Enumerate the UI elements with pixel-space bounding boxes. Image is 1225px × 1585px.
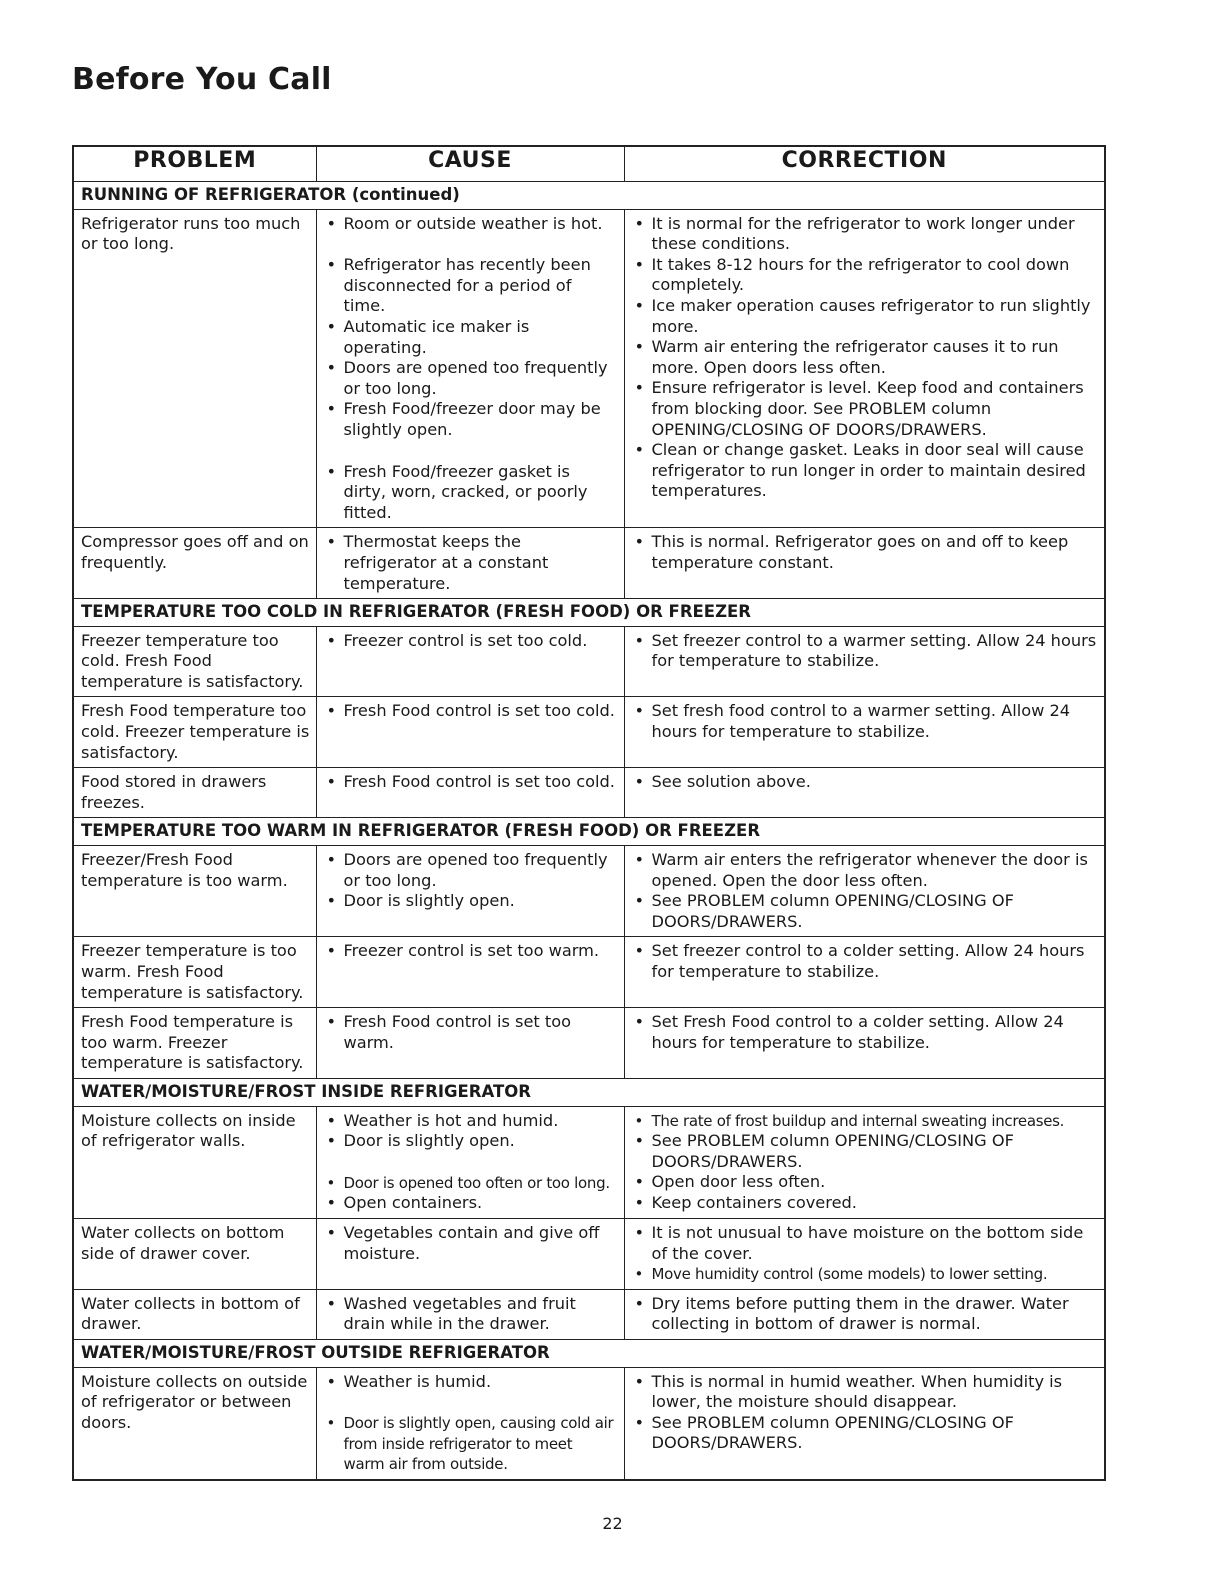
table-row <box>73 768 1105 818</box>
table-row <box>73 626 1105 697</box>
correction-cell <box>624 209 1105 528</box>
section-row <box>73 1339 1105 1367</box>
cause-item: • Room or outside weather is hot. <box>324 214 618 235</box>
cause-cell <box>316 1008 624 1079</box>
cause-cell <box>316 1367 624 1480</box>
correction-cell <box>624 1289 1105 1339</box>
correction-item: • This is normal in humid weather. When humidity is lower, the moisture should disappear. <box>632 1372 1099 1413</box>
cause-cell <box>316 1289 624 1339</box>
correction-cell <box>624 1218 1105 1289</box>
cause-cell <box>316 768 624 818</box>
cause-item: • Fresh Food/freezer gasket is dirty, worn, cracked, or poorly fitted. <box>324 462 618 524</box>
correction-item: • Dry items before putting them in the drawer. Water collecting in bottom of drawer is normal. <box>632 1294 1099 1335</box>
cause-cell <box>316 209 624 528</box>
correction-item: • See PROBLEM column OPENING/CLOSING OF DOORS/DRAWERS. <box>632 1413 1099 1454</box>
table-row <box>73 697 1105 768</box>
table-row <box>73 1106 1105 1218</box>
table-row <box>73 528 1105 599</box>
cause-item: • Fresh Food control is set too cold. <box>324 772 618 793</box>
cause-item: • Automatic ice maker is operating. <box>324 317 618 358</box>
cause-cell <box>316 1106 624 1218</box>
correction-cell <box>624 626 1105 697</box>
section-title: WATER/MOISTURE/FROST INSIDE REFRIGERATOR <box>73 1078 1105 1106</box>
section-row <box>73 818 1105 846</box>
correction-item: • Set freezer control to a colder setting. Allow 24 hours for temperature to stabilize. <box>632 941 1099 982</box>
cause-item: • Open containers. <box>324 1193 618 1214</box>
correction-item: • Open door less often. <box>632 1172 1099 1193</box>
problem-cell: Fresh Food temperature too cold. Freezer temperature is satisfactory. <box>73 697 316 768</box>
problem-cell: Moisture collects on outside of refrigerator or between doors. <box>73 1367 316 1480</box>
correction-item: • It is normal for the refrigerator to work longer under these conditions. <box>632 214 1099 255</box>
correction-item: • Set fresh food control to a warmer setting. Allow 24 hours for temperature to stabilize. <box>632 701 1099 742</box>
cause-item: • Door is opened too often or too long. <box>324 1173 618 1194</box>
cause-item: • Freezer control is set too cold. <box>324 631 618 652</box>
correction-cell <box>624 697 1105 768</box>
cause-cell <box>316 937 624 1008</box>
header-row <box>73 146 1105 182</box>
correction-item: • Keep containers covered. <box>632 1193 1099 1214</box>
cause-item: • Fresh Food control is set too warm. <box>324 1012 618 1053</box>
correction-item: • See solution above. <box>632 772 1099 793</box>
cause-item: • Fresh Food control is set too cold. <box>324 701 618 722</box>
correction-item: • The rate of frost buildup and internal sweating increases. <box>632 1111 1099 1132</box>
problem-cell: Freezer temperature too cold. Fresh Food temperature is satisfactory. <box>73 626 316 697</box>
problem-cell: Water collects in bottom of drawer. <box>73 1289 316 1339</box>
cause-item: • Doors are opened too frequently or too long. <box>324 358 618 399</box>
cause-item: • Weather is hot and humid. <box>324 1111 618 1132</box>
cause-item: • Doors are opened too frequently or too long. <box>324 850 618 891</box>
section-title: RUNNING OF REFRIGERATOR (continued) <box>73 182 1105 210</box>
table-row <box>73 1008 1105 1079</box>
correction-cell <box>624 846 1105 937</box>
problem-cell: Fresh Food temperature is too warm. Freezer temperature is satisfactory. <box>73 1008 316 1079</box>
correction-item: • Clean or change gasket. Leaks in door seal will cause refrigerator to run longer in order to maintain desired temperatures. <box>632 440 1099 502</box>
correction-item: • Set freezer control to a warmer setting. Allow 24 hours for temperature to stabilize. <box>632 631 1099 672</box>
cause-item: • Thermostat keeps the refrigerator at a constant temperature. <box>324 532 618 594</box>
cause-item: • Door is slightly open. <box>324 891 618 912</box>
page-number: 22 <box>602 1514 623 1533</box>
correction-item: • See PROBLEM column OPENING/CLOSING OF DOORS/DRAWERS. <box>632 891 1099 932</box>
correction-cell <box>624 1008 1105 1079</box>
troubleshooting-table <box>72 145 1106 1481</box>
problem-cell: Compressor goes off and on frequently. <box>73 528 316 599</box>
cause-cell <box>316 626 624 697</box>
header-problem: PROBLEM <box>73 146 316 182</box>
section-row <box>73 599 1105 627</box>
cause-item: • Weather is humid. <box>324 1372 618 1393</box>
cause-item: • Washed vegetables and fruit drain while in the drawer. <box>324 1294 618 1335</box>
problem-cell: Water collects on bottom side of drawer cover. <box>73 1218 316 1289</box>
cause-item: • Freezer control is set too warm. <box>324 941 618 962</box>
cause-cell <box>316 1218 624 1289</box>
correction-item: • This is normal. Refrigerator goes on and off to keep temperature constant. <box>632 532 1099 573</box>
cause-cell <box>316 528 624 599</box>
cause-item: • Refrigerator has recently been disconnected for a period of time. <box>324 255 618 317</box>
section-title: WATER/MOISTURE/FROST OUTSIDE REFRIGERATOR <box>73 1339 1105 1367</box>
problem-cell: Freezer temperature is too warm. Fresh Food temperature is satisfactory. <box>73 937 316 1008</box>
correction-cell <box>624 1106 1105 1218</box>
correction-item: • See PROBLEM column OPENING/CLOSING OF DOORS/DRAWERS. <box>632 1131 1099 1172</box>
table-row <box>73 846 1105 937</box>
correction-item: • Warm air enters the refrigerator whenever the door is opened. Open the door less often. <box>632 850 1099 891</box>
correction-item: • It is not unusual to have moisture on the bottom side of the cover. <box>632 1223 1099 1264</box>
correction-cell <box>624 1367 1105 1480</box>
section-row <box>73 1078 1105 1106</box>
table-row <box>73 937 1105 1008</box>
problem-cell: Freezer/Fresh Food temperature is too warm. <box>73 846 316 937</box>
table-row <box>73 1218 1105 1289</box>
page-title: Before You Call <box>72 62 332 97</box>
correction-cell <box>624 937 1105 1008</box>
table-row <box>73 1367 1105 1480</box>
correction-cell <box>624 528 1105 599</box>
section-title: TEMPERATURE TOO WARM IN REFRIGERATOR (FRESH FOOD) OR FREEZER <box>73 818 1105 846</box>
correction-cell <box>624 768 1105 818</box>
cause-item: • Door is slightly open, causing cold air from inside refrigerator to meet warm air from outside. <box>324 1413 618 1475</box>
correction-item: • Move humidity control (some models) to lower setting. <box>632 1264 1099 1285</box>
problem-cell: Moisture collects on inside of refrigerator walls. <box>73 1106 316 1218</box>
cause-cell <box>316 697 624 768</box>
cause-item: • Fresh Food/freezer door may be slightly open. <box>324 399 618 440</box>
correction-item: • Ice maker operation causes refrigerator to run slightly more. <box>632 296 1099 337</box>
correction-item: • Warm air entering the refrigerator causes it to run more. Open doors less often. <box>632 337 1099 378</box>
header-cause: CAUSE <box>316 146 624 182</box>
table-row <box>73 1289 1105 1339</box>
problem-cell: Refrigerator runs too much or too long. <box>73 209 316 528</box>
header-correction: CORRECTION <box>624 146 1105 182</box>
table-row <box>73 209 1105 528</box>
section-row <box>73 182 1105 210</box>
section-title: TEMPERATURE TOO COLD IN REFRIGERATOR (FRESH FOOD) OR FREEZER <box>73 599 1105 627</box>
correction-item: • Ensure refrigerator is level. Keep food and containers from blocking door. See PROBLEM column OPENING/CLOSING OF DOORS/DRAWERS. <box>632 378 1099 440</box>
cause-item: • Door is slightly open. <box>324 1131 618 1152</box>
correction-item: • It takes 8-12 hours for the refrigerator to cool down completely. <box>632 255 1099 296</box>
cause-cell <box>316 846 624 937</box>
cause-item: • Vegetables contain and give off moisture. <box>324 1223 618 1264</box>
problem-cell: Food stored in drawers freezes. <box>73 768 316 818</box>
correction-item: • Set Fresh Food control to a colder setting. Allow 24 hours for temperature to stabilize. <box>632 1012 1099 1053</box>
